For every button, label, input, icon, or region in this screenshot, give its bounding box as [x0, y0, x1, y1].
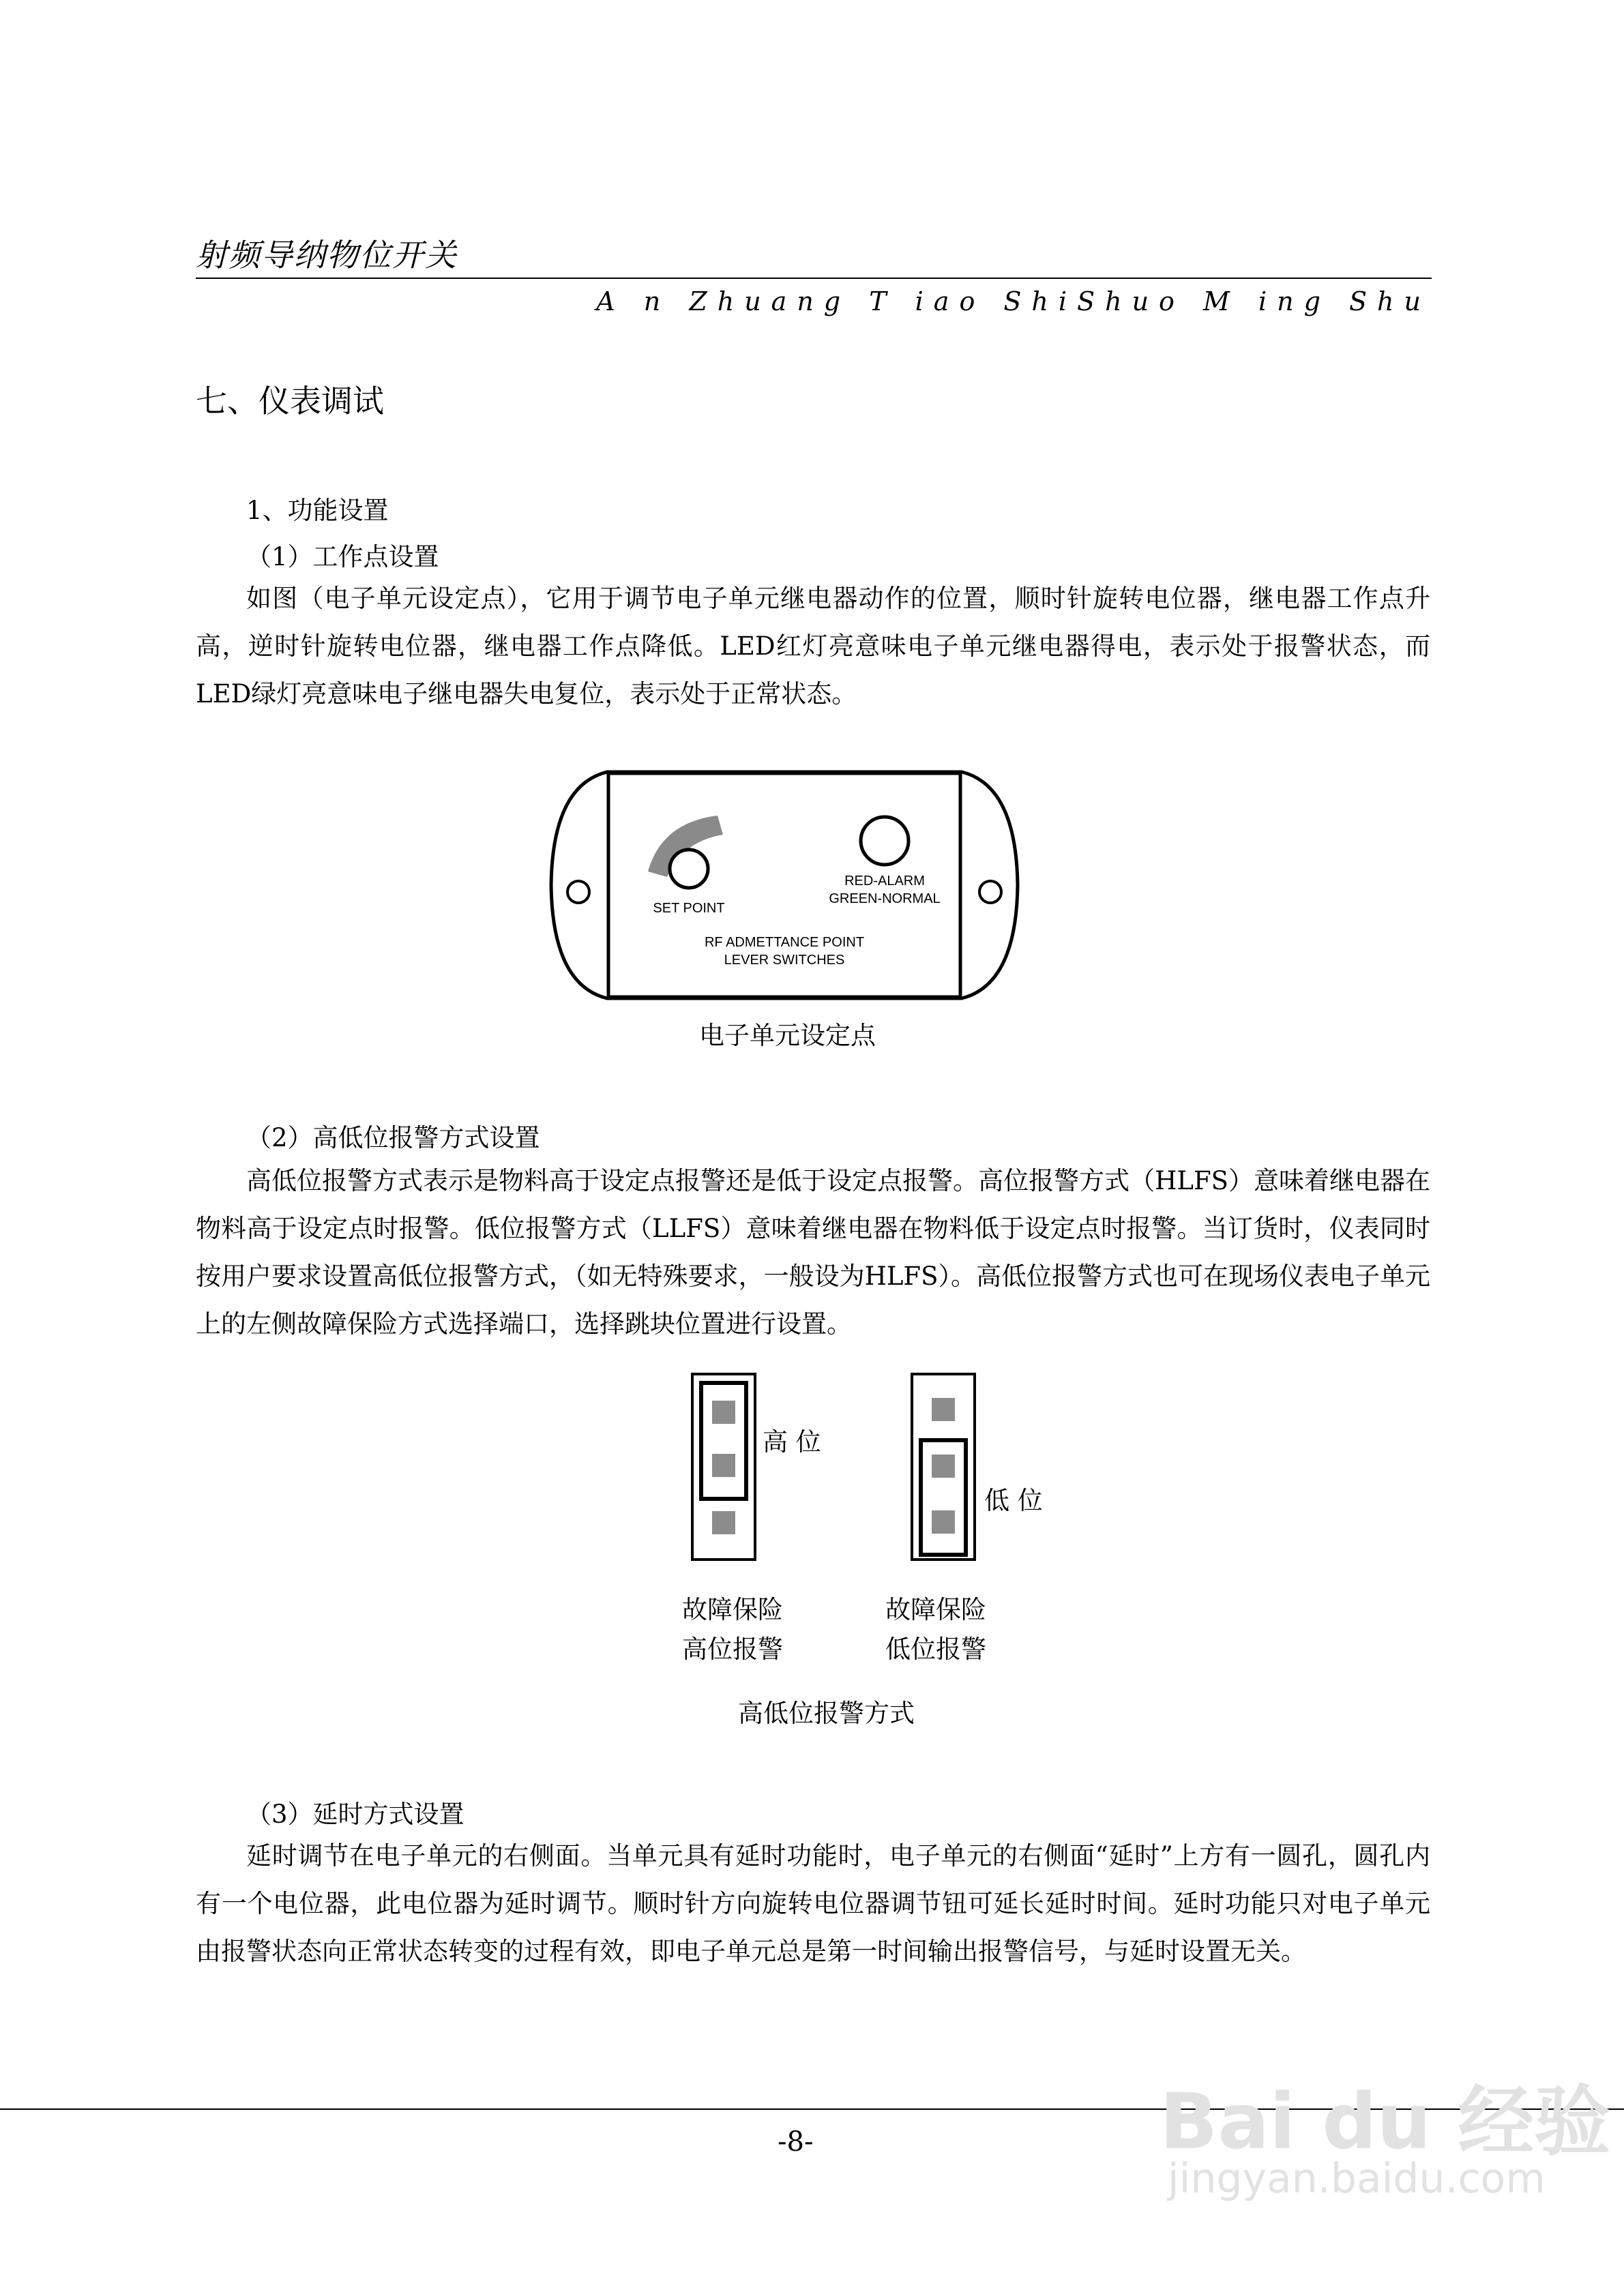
right-caption-line1: 故障保险	[885, 1595, 986, 1624]
right-pin-1-icon	[932, 1398, 955, 1421]
section-title: 七、仪表调试	[196, 383, 384, 419]
item1-paragraph: 如图（电子单元设定点），它用于调节电子单元继电器动作的位置，顺时针旋转电位器，继电器工作点升高，逆时针旋转电位器，继电器工作点降低。LED红灯亮意味电子单元继电器得电，表示处于报警状态，而LED绿灯亮意味电子继电器失电复位，表示处于正常状态。	[196, 584, 1430, 709]
green-normal-label: GREEN-NORMAL	[829, 891, 941, 906]
set-point-label: SET POINT	[653, 901, 725, 916]
product-name-line1: RF ADMETTANCE POINT	[704, 935, 865, 950]
high-position-label: 高 位	[763, 1427, 821, 1457]
right-caption-line2: 低位报警	[885, 1635, 986, 1664]
left-pin-2-icon	[712, 1454, 735, 1477]
left-jumper-block	[701, 1383, 746, 1499]
left-caption-line1: 故障保险	[682, 1595, 783, 1624]
page-number: -8-	[778, 2126, 814, 2158]
item2-paragraph: 高低位报警方式表示是物料高于设定点报警还是低于设定点报警。高位报警方式（HLFS）意味着继电器在物料高于设定点时报警。低位报警方式（LLFS）意味着继电器在物料低于设定点时报警。当订货时，仪表同时按用户要求设置高低位报警方式，（如无特殊要求，一般设为HLFS）。高低位报警方式也可在现场仪表电子单元上的左侧故障保险方式选择端口，选择跳块位置进行设置。	[196, 1166, 1430, 1339]
figure1-caption: 电子单元设定点	[699, 1021, 876, 1050]
left-mount-hole-icon	[567, 881, 589, 903]
item1-title: （1）工作点设置	[246, 542, 439, 571]
set-point-knob-icon	[670, 850, 708, 888]
product-name-line2: LEVER SWITCHES	[724, 953, 845, 968]
right-pin-2-icon	[932, 1455, 955, 1478]
baidu-jingyan-watermark: Bai du 经验	[1160, 2078, 1611, 2166]
item3-title: （3）延时方式设置	[246, 1800, 464, 1829]
status-led-icon	[861, 817, 909, 865]
left-pin-3-icon	[712, 1511, 735, 1534]
watermark-url: jingyan.baidu.com	[1168, 2155, 1546, 2203]
red-alarm-label: RED-ALARM	[844, 874, 925, 889]
jumper-figure	[689, 1371, 989, 1563]
left-caption-line2: 高位报警	[682, 1635, 783, 1664]
subsection-title: 1、功能设置	[246, 496, 389, 525]
figure2-caption: 高低位报警方式	[738, 1699, 915, 1728]
header-pinyin: A n Zhuang T iao ShiShuo M ing Shu	[596, 286, 1431, 316]
header-title: 射频导纳物位开关	[196, 237, 458, 273]
electronic-unit-figure	[546, 762, 1023, 1008]
low-position-label: 低 位	[984, 1486, 1043, 1515]
header-divider	[196, 278, 1432, 279]
right-mount-hole-icon	[979, 881, 1001, 903]
right-pin-3-icon	[932, 1510, 955, 1534]
left-pin-1-icon	[712, 1401, 735, 1424]
item3-paragraph: 延时调节在电子单元的右侧面。当单元具有延时功能时，电子单元的右侧面“延时”上方有一圆孔，圆孔内有一个电位器，此电位器为延时调节。顺时针方向旋转电位器调节钮可延长延时时间。延时功能只对电子单元由报警状态向正常状态转变的过程有效，即电子单元总是第一时间输出报警信号，与延时设置无关。	[196, 1841, 1430, 1966]
item2-title: （2）高低位报警方式设置	[246, 1123, 540, 1152]
